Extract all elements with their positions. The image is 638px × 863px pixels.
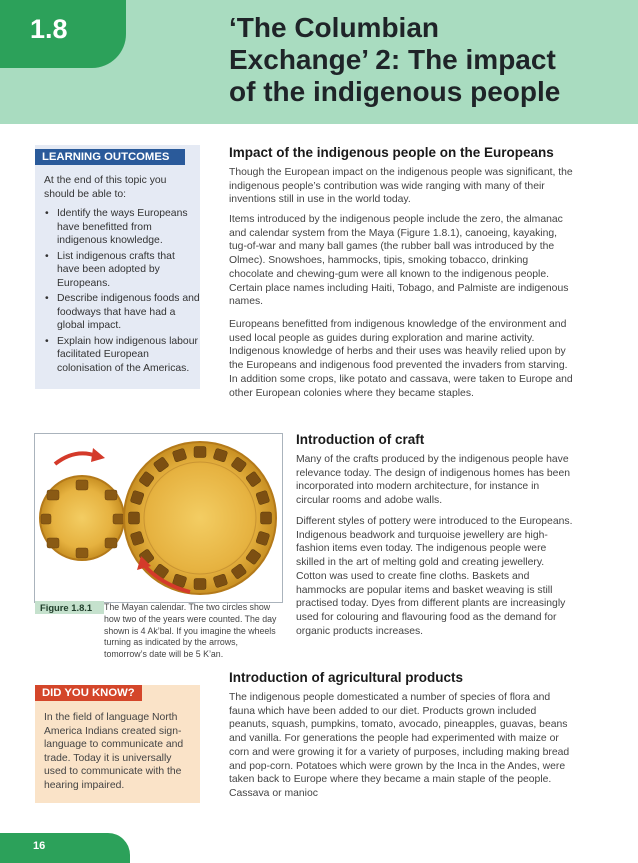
title-line-1: ‘The Columbian [229,12,439,43]
list-item [44,292,200,333]
rotation-arrow-icon [55,453,97,464]
figure-label: Figure 1.8.1 [35,601,104,614]
did-you-know-title: DID YOU KNOW? [35,685,142,701]
paragraph: Different styles of pottery were introduced to the Europeans. Indigenous beadwork and turquoise jewellery are high-fashion items even today. The indigenous people were skilled in the art of melting gold and creating jewellery. Cotton was used to create fine cloths. Baskets and hammocks are popular items and basket weaving is still practised today. Dyes from different plants are increasingly used for colouring and flavouring food as the demand for organic products increases. [296,516,573,637]
list-item [44,250,200,291]
section-number: 1.8 [30,14,68,44]
bullet-icon: • [45,293,49,304]
paragraph: Europeans benefitted from indigenous knowledge of the environment and used local people as guides during exploration and marine activity. Indigenous knowledge of herbs and their uses was heavily relied upon by the Europeans and indigenous food prevented the invaders from starving. In addition some crops, like potato and cassava, were taken to Europe and other European colonies where they became staples. [229,319,573,399]
arrow-head-icon [91,448,105,462]
large-calendar-wheel [124,442,276,594]
paragraph: The indigenous people domesticated a number of species of flora and fauna which have been added to our diet. Products grown included peanuts, squash, pumpkins, tomato, avocado, pineapples, guavas, beans and vanilla. For generations the people had experimented with maize or corn and were growing it for a variety of purposes, including making bread and pop-corn. Potatoes which were grown by the Inca in the Andes, were taken back to Europe where they became a main staple of the people. Cassava or manioc [229,692,570,799]
page-title [229,12,629,108]
section-heading-craft: Introduction of craft [296,432,425,447]
list-item-text: Describe indigenous foods and foodways that have had a global impact. [57,293,200,331]
figure-mayan-calendar [34,433,283,603]
day-glyph [129,512,140,524]
mayan-calendar-image [35,434,282,602]
day-glyph [261,512,272,524]
list-item [44,335,200,376]
figure-caption: The Mayan calendar. The two circles show how two of the years were counted. The day shown is 4 Ak’bal. If you imagine the wheels turning as indicated by the arrows, tomorrow’s date will be 5 K’an. [104,602,277,660]
title-line-3: of the indigenous people [229,76,561,107]
bullet-icon: • [45,335,49,347]
footer-tab [0,833,130,863]
title-line-2: Exchange’ 2: The impact [229,44,556,75]
learning-outcomes-list [44,207,200,377]
learning-outcomes-title: LEARNING OUTCOMES [35,149,185,165]
day-glyph [194,579,206,590]
page-number: 16 [33,840,46,852]
paragraph: Items introduced by the indigenous people include the zero, the almanac and calendar system from the Maya (Figure 1.8.1), canoeing, kayaking, tug-of-war and many ball games (the rubber ball was introduced by the Olmec). Snowshoes, hammocks, tipis, smoking tobacco, drinking chocolate and chewing-gum were all known to the indigenous people. Certain place names including Haiti, Tobago, and Palmiste are indigenous names. [229,214,569,308]
paragraph: Though the European impact on the indigenous people was significant, the indigenous people’s contribution was wide ranging with many of their inventions still in use in the world today. [229,167,573,206]
section-heading-impact: Impact of the indigenous people on the Europeans [229,145,554,160]
bullet-icon: • [45,250,49,262]
list-item-text: Explain how indigenous labour facilitated European colonisation of the Americas. [57,335,198,374]
section-heading-agriculture: Introduction of agricultural products [229,670,463,685]
learning-outcomes-intro: At the end of this topic you should be able to: [44,175,167,200]
list-item-text: Identify the ways Europeans have benefitted from indigenous knowledge. [57,208,188,246]
did-you-know-text: In the field of language North America Indians created sign-language to communicate and trade. Today it is universally used to communicate with the hearing impaired. [44,712,184,791]
list-item [44,207,200,248]
day-glyph [194,447,206,458]
list-item-text: List indigenous crafts that have been adopted by Europeans. [57,250,175,289]
paragraph: Many of the crafts produced by the indigenous people have relevance today. The design of indigenous homes has been incorporated into modern architecture, for instance in circular rooms and adobe walls. [296,454,571,507]
bullet-icon: • [45,208,49,219]
